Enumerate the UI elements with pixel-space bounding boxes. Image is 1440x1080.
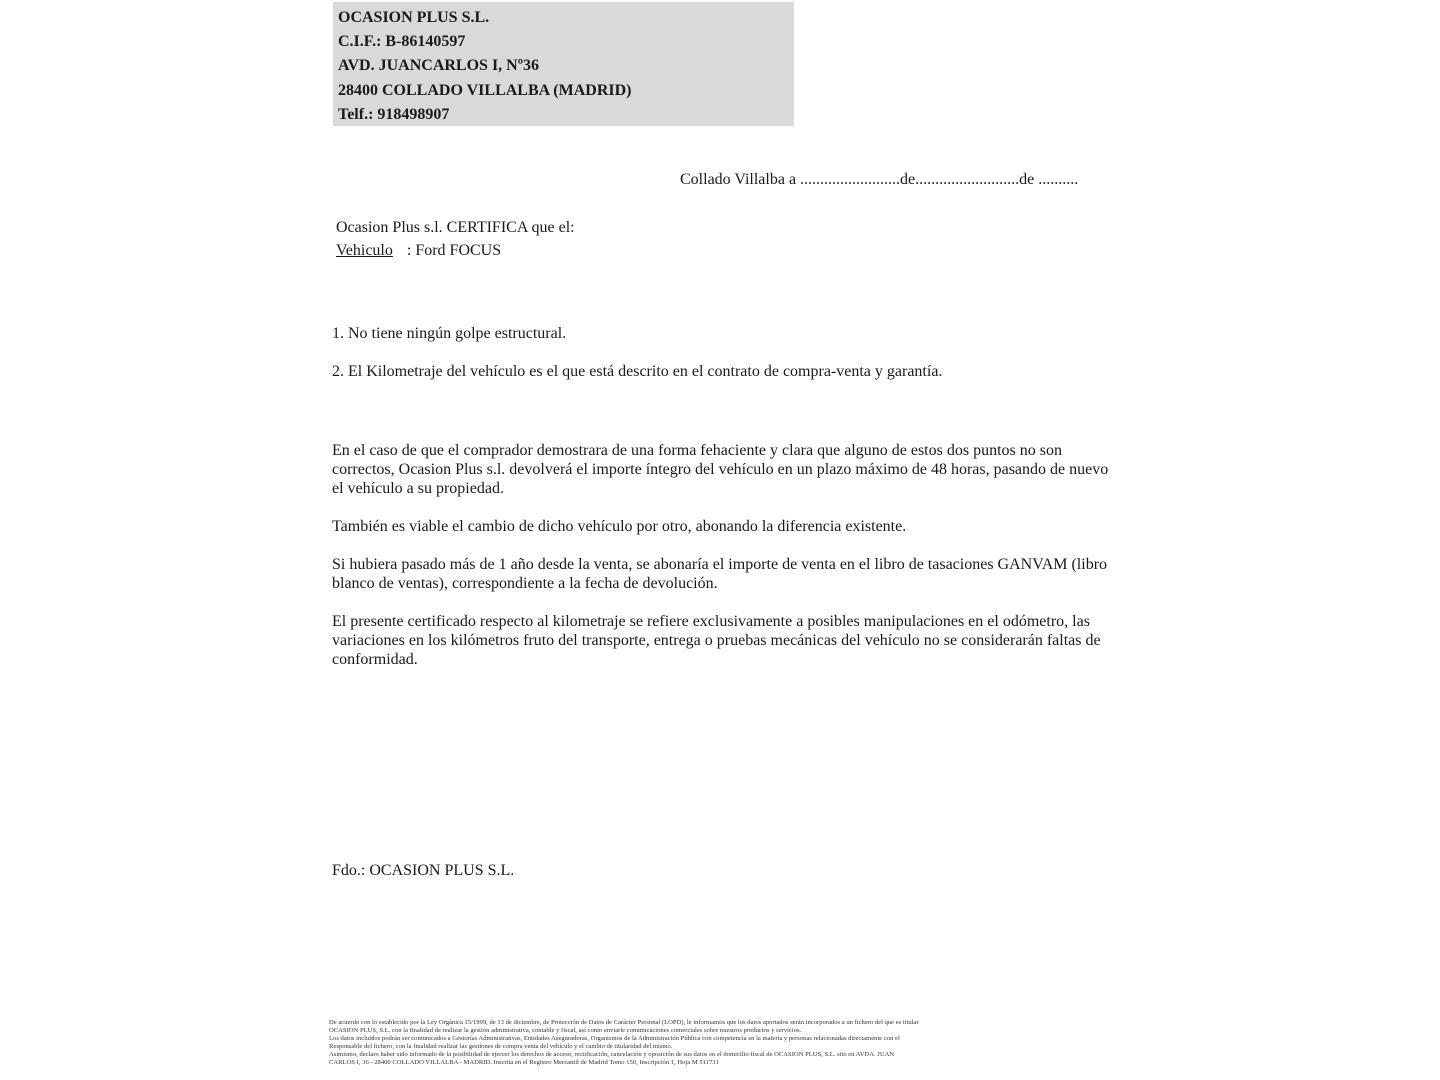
- certified-points: [332, 324, 942, 400]
- paragraph: También es viable el cambio de dicho vehículo por otro, abonando la diferencia existente.: [332, 518, 907, 535]
- footer-line: CARLOS I, 36 - 28400 COLLADO VILLALBA - MADRID. Inscrita en el Registro Mercantil de Madrid Tomo 150, Inscripción 1, Hoja M 511731: [329, 1059, 719, 1066]
- footer-line: OCASIÓN PLUS, S.L. con la finalidad de realizar la gestión administrativa, contable y fiscal, así como enviarle comunicaciones comerciales sobre nuestros productos y servicios.: [329, 1027, 802, 1034]
- signature-line: Fdo.: OCASION PLUS S.L.: [332, 862, 515, 879]
- certificate-intro: [336, 216, 575, 262]
- company-header: [333, 2, 794, 126]
- company-address: AVD. JUANCARLOS I, Nº36: [338, 57, 540, 75]
- place-date-line: Collado Villalba a .........................de..........................de ..........: [680, 171, 1079, 188]
- company-phone: Telf.: 918498907: [338, 105, 450, 123]
- footer-line: Los datos incluidos podrán ser comunicados a Gestorías Administrativas, Entidades Aseguradoras, Organismos de la Administración Pública con competencia en la materia y personas relacionadas directamente con el: [329, 1035, 900, 1042]
- company-cif: C.I.F.: B-86140597: [338, 33, 466, 51]
- vehicle-value: : Ford FOCUS: [406, 242, 502, 259]
- paragraph: En el caso de que el comprador demostrara de una forma fehaciente y clara que alguno de estos dos puntos no son correctos, Ocasion Plus s.l. devolverá el importe íntegro del vehículo en un plazo máximo de 48 horas, pasando de nuevo el vehículo a su propiedad.: [332, 442, 1109, 497]
- footer-line: Responsable del fichero, con la finalidad realizar las gestiones de compra venta del vehículo y el cambio de titularidad del mismo.: [329, 1043, 673, 1050]
- company-name: OCASION PLUS S.L.: [338, 9, 490, 26]
- footer-line: Asimismo, declaro haber sido informado de la posibilidad de ejercer los derechos de acceso, rectificación, cancelación y oposición de sus datos en el domicilio fiscal de OCASIÓN PLUS, S.L. sito en AVDA. JUAN: [329, 1051, 895, 1058]
- paragraph: Si hubiera pasado más de 1 año desde la venta, se abonaría el importe de venta en el libro de tasaciones GANVAM (libro blanco de ventas), correspondiente a la fecha de devolución.: [332, 556, 1108, 592]
- paragraph: El presente certificado respecto al kilometraje se refiere exclusivamente a posibles manipulaciones en el odómetro, las variaciones en los kilómetros fruto del transporte, entrega o pruebas mecánicas del vehículo no se considerarán faltas de conformidad.: [332, 613, 1101, 668]
- company-city: 28400 COLLADO VILLALBA (MADRID): [338, 81, 632, 99]
- vehicle-label: Vehiculo: [336, 242, 393, 259]
- legal-footer: [329, 1019, 1109, 1067]
- footer-line: De acuerdo con lo establecido por la Ley Orgánica 15/1999, de 13 de diciembre, de Protección de Datos de Carácter Personal (LOPD), le informamos que los datos aportados serán incorporados a un fichero del que es titular: [329, 1019, 919, 1026]
- conditions-text: [332, 441, 1112, 688]
- vehicle-row: [336, 239, 575, 262]
- point-item: 2. El Kilometraje del vehículo es el que está descrito en el contrato de compra-venta y garantía.: [332, 363, 943, 380]
- certifica-statement: Ocasion Plus s.l. CERTIFICA que el:: [336, 219, 575, 236]
- point-item: 1. No tiene ningún golpe estructural.: [332, 325, 567, 342]
